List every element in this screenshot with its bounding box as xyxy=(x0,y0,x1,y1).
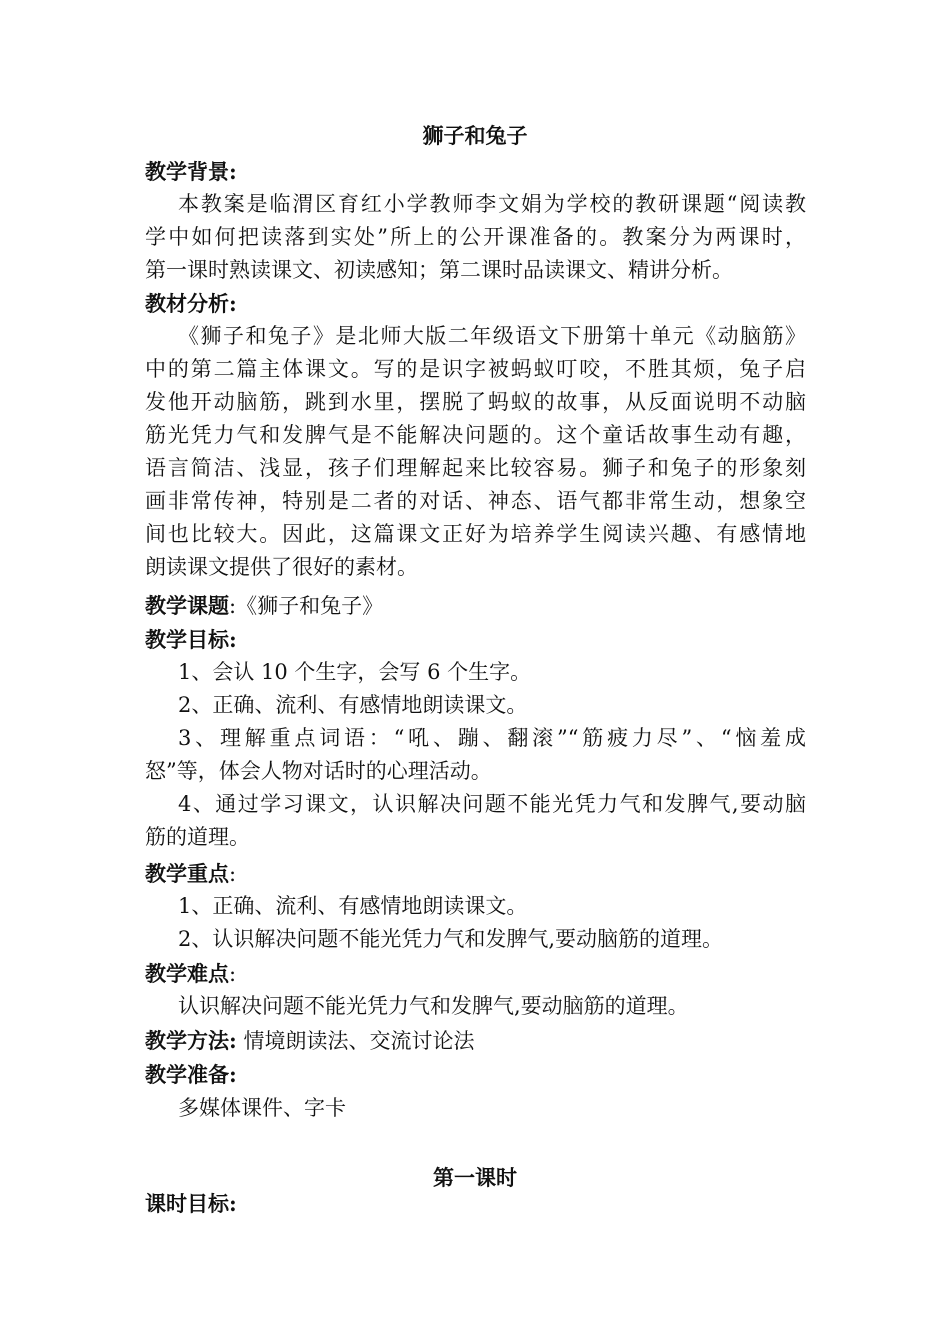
topic-heading: 教学课题 xyxy=(145,593,229,618)
lesson-goal-heading: 课时目标: xyxy=(145,1191,237,1216)
goal-item: 4、通过学习课文，认识解决问题不能光凭力气和发脾气,要动脑 xyxy=(178,792,806,816)
topic-row xyxy=(145,589,815,623)
analysis-line: 语言简洁、浅显，孩子们理解起来比较容易。狮子和兔子的形象刻 xyxy=(145,456,806,480)
analysis-line: 画非常传神，特别是二者的对话、神态、语气都非常生动，想象空 xyxy=(145,489,806,513)
topic-value: :《狮子和兔子》 xyxy=(229,594,384,618)
key-colon: : xyxy=(229,862,237,886)
document-title: 狮子和兔子 xyxy=(422,123,528,148)
analysis-line: 朗读课文提供了很好的素材。 xyxy=(145,555,418,579)
goal-item: 1、会认 10 个生字，会写 6 个生字。 xyxy=(178,660,532,684)
difficulty-text: 认识解决问题不能光凭力气和发脾气,要动脑筋的道理。 xyxy=(178,994,689,1018)
analysis-line: 筋光凭力气和发脾气是不能解决问题的。这个童话故事生动有趣， xyxy=(145,423,806,447)
analysis-line: 《狮子和兔子》是北师大版二年级语文下册第十单元《动脑筋》 xyxy=(178,324,806,348)
goal-item: 筋的道理。 xyxy=(145,825,250,849)
method-row xyxy=(145,1024,815,1058)
analysis-line: 间也比较大。因此，这篇课文正好为培养学生阅读兴趣、有感情地 xyxy=(145,522,806,546)
prep-heading: 教学准备: xyxy=(145,1062,237,1087)
key-heading: 教学重点 xyxy=(145,861,229,886)
background-heading: 教学背景: xyxy=(145,159,237,184)
prep-value: 多媒体课件、字卡 xyxy=(178,1096,346,1120)
background-line: 第一课时熟读课文、初读感知；第二课时品读课文、精讲分析。 xyxy=(145,258,733,282)
difficulty-colon: : xyxy=(229,962,237,986)
key-row xyxy=(145,857,815,891)
goal-item: 2、正确、流利、有感情地朗读课文。 xyxy=(178,693,528,717)
goals-heading: 教学目标: xyxy=(145,627,237,652)
analysis-line: 中的第二篇主体课文。写的是识字被蚂蚁叮咬，不胜其烦，兔子启 xyxy=(145,357,806,381)
key-point: 2、认识解决问题不能光凭力气和发脾气,要动脑筋的道理。 xyxy=(178,927,724,951)
difficulty-row xyxy=(145,957,815,991)
lesson1-title: 第一课时 xyxy=(433,1165,517,1190)
background-line: 学中如何把读落到实处”所上的公开课准备的。教案分为两课时， xyxy=(145,225,806,249)
background-line: 本教案是临渭区育红小学教师李文娟为学校的教研课题“阅读教 xyxy=(178,192,806,216)
goal-item: 怒”等，体会人物对话时的心理活动。 xyxy=(145,759,492,783)
key-point: 1、正确、流利、有感情地朗读课文。 xyxy=(178,894,528,918)
analysis-heading: 教材分析: xyxy=(145,291,237,316)
difficulty-heading: 教学难点 xyxy=(145,961,229,986)
method-heading: 教学方法: xyxy=(145,1028,237,1053)
goal-item: 3、理解重点词语：“吼、蹦、翻滚”“筋疲力尽”、“恼羞成 xyxy=(178,726,806,750)
method-value: 情境朗读法、交流讨论法 xyxy=(243,1029,475,1053)
analysis-line: 发他开动脑筋，跳到水里，摆脱了蚂蚁的故事，从反面说明不动脑 xyxy=(145,390,806,414)
